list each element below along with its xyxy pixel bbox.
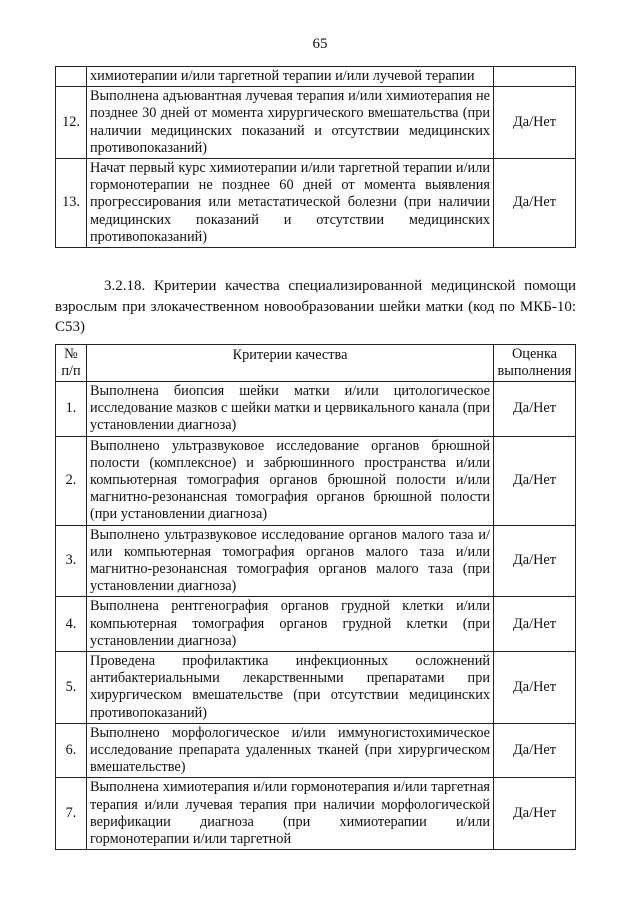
table-row	[56, 723, 576, 778]
row-evaluation: Да/Нет	[494, 597, 576, 652]
row-evaluation: Да/Нет	[494, 778, 576, 850]
row-evaluation: Да/Нет	[494, 87, 576, 159]
row-evaluation: Да/Нет	[494, 723, 576, 778]
criteria-table	[55, 344, 576, 850]
page-number: 65	[312, 36, 328, 52]
table-row	[56, 652, 576, 724]
row-number: 2.	[56, 436, 87, 525]
row-evaluation: Да/Нет	[494, 159, 576, 248]
row-evaluation: Да/Нет	[494, 525, 576, 597]
row-criterion: Выполнено морфологическое и/или иммуногистохимическое исследование препарата удаленных тканей (при хирургическом вмешательстве)	[87, 723, 494, 778]
table-row	[56, 87, 576, 159]
row-number: 3.	[56, 525, 87, 597]
row-criterion: Выполнено ультразвуковое исследование органов брюшной полости (комплексное) и забрюшинного пространства и/или компьютерная томография органов брюшной полости и/или магнитно-резонансная томография органов брюшной полости (при установлении диагноза)	[87, 436, 494, 525]
table-row	[56, 436, 576, 525]
row-criterion: Выполнена рентгенография органов грудной клетки и/или компьютерная томография органов грудной клетки (при установлении диагноза)	[87, 597, 494, 652]
table-row	[56, 159, 576, 248]
row-number: 6.	[56, 723, 87, 778]
row-evaluation: Да/Нет	[494, 652, 576, 724]
row-number	[56, 67, 87, 87]
row-criterion: Выполнена биопсия шейки матки и/или цитологическое исследование мазков с шейки матки и цервикального канала (при установлении диагноза)	[87, 382, 494, 437]
row-number: 7.	[56, 778, 87, 850]
table-row	[56, 382, 576, 437]
table-row	[56, 67, 576, 87]
header-num: № п/п	[56, 345, 87, 382]
table-row	[56, 525, 576, 597]
row-criterion: химиотерапии и/или таргетной терапии и/или лучевой терапии	[87, 67, 494, 87]
row-number: 1.	[56, 382, 87, 437]
section-heading: 3.2.18. Критерии качества специализированной медицинской помощи взрослым при злокачественном новообразовании шейки матки (код по МКБ-10: C53)	[55, 278, 576, 335]
row-evaluation	[494, 67, 576, 87]
row-criterion: Выполнена химиотерапия и/или гормонотерапия и/или таргетная терапия и/или лучевая терапия при наличии морфологической верификации диагноза (при химиотерапии и/или гормонотерапии и/или таргетной	[87, 778, 494, 850]
row-criterion: Выполнено ультразвуковое исследование органов малого таза и/или компьютерная томография органов малого таза и/или магнитно-резонансная томография органов малого таза (при установлении диагноза)	[87, 525, 494, 597]
row-number: 13.	[56, 159, 87, 248]
table-row	[56, 778, 576, 850]
header-evaluation: Оценка выполнения	[494, 345, 576, 382]
header-criterion: Критерии качества	[87, 345, 494, 382]
row-criterion: Проведена профилактика инфекционных осложнений антибактериальными лекарственными препаратами при хирургическом вмешательстве (при отсутствии медицинских противопоказаний)	[87, 652, 494, 724]
row-number: 12.	[56, 87, 87, 159]
row-number: 5.	[56, 652, 87, 724]
table-row	[56, 597, 576, 652]
row-criterion: Начат первый курс химиотерапии и/или таргетной терапии и/или гормонотерапии не позднее 60 дней от момента выявления прогрессирования или метастатической болезни (при наличии медицинских показаний и отсутствии медицинских противопоказаний)	[87, 159, 494, 248]
row-number: 4.	[56, 597, 87, 652]
row-criterion: Выполнена адъювантная лучевая терапия и/или химиотерапия не позднее 30 дней от момента хирургического вмешательства (при наличии медицинских показаний и отсутствии медицинских противопоказаний)	[87, 87, 494, 159]
row-evaluation: Да/Нет	[494, 382, 576, 437]
criteria-table-continued	[55, 66, 576, 248]
row-evaluation: Да/Нет	[494, 436, 576, 525]
table-header-row	[56, 345, 576, 382]
